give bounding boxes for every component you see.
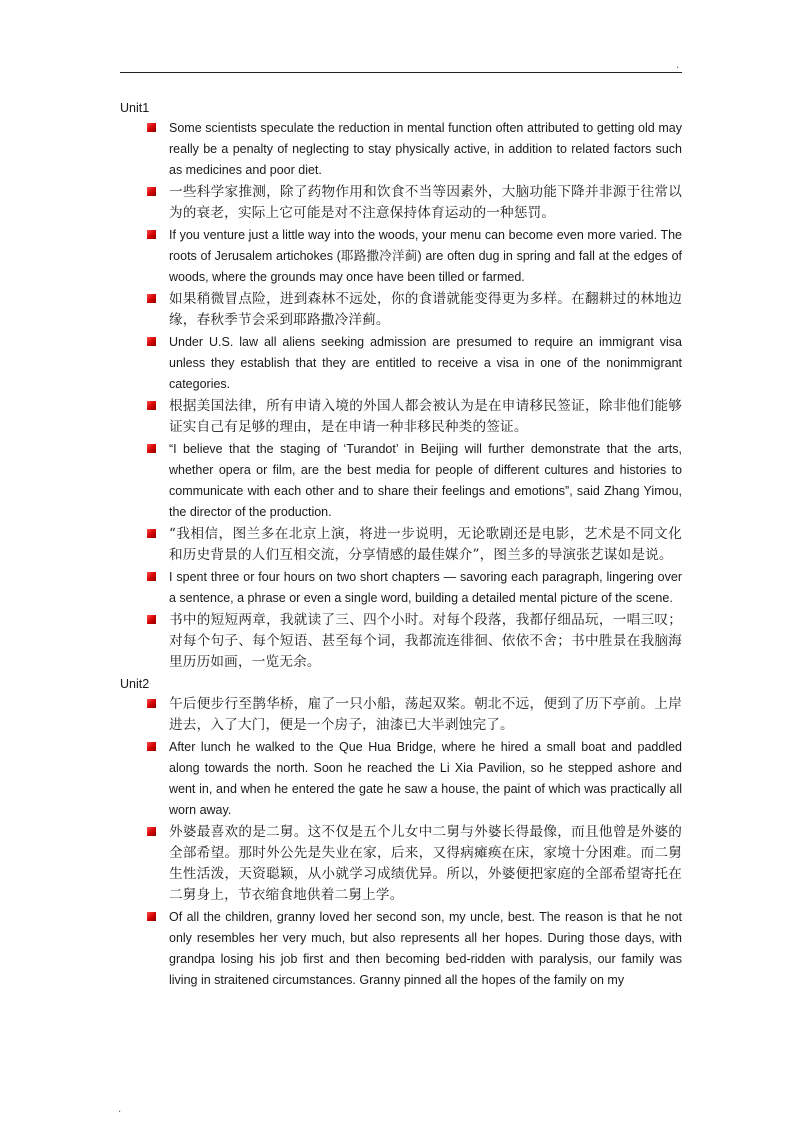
red-square-bullet-icon [147, 699, 156, 708]
list-item [120, 610, 682, 674]
list-item [120, 225, 682, 289]
sentence-chinese: 根据美国法律，所有申请入境的外国人都会被认为是在申请移民签证，除非他们能够证实自己有足够的理由，是在申请一种非移民种类的签证。 [169, 398, 682, 435]
list-item [120, 822, 682, 907]
red-square-bullet-icon [147, 742, 156, 751]
header-mark: . [676, 60, 680, 71]
sentence-chinese: 外婆最喜欢的是二舅。这不仅是五个儿女中二舅与外婆长得最像，而且他曾是外婆的全部希望。那时外公先是失业在家，后来，又得病瘫痪在床，家境十分困难。而二舅生性活泼，天资聪颖，从小就学习成绩优异。所以，外婆便把家庭的全部希望寄托在二舅身上，节衣缩食地供着二舅上学。 [169, 824, 682, 903]
red-square-bullet-icon [147, 529, 156, 538]
red-square-bullet-icon [147, 337, 156, 346]
red-square-bullet-icon [147, 827, 156, 836]
red-square-bullet-icon [147, 230, 156, 239]
sentence-english: Under U.S. law all aliens seeking admission are presumed to require an immigrant visa unless they establish that they are entitled to receive a visa in one of the nonimmigrant categories. [169, 335, 682, 391]
sentence-english: After lunch he walked to the Que Hua Bridge, where he hired a small boat and paddled along towards the north. Soon he reached the Li Xia Pavilion, so he stepped ashore and went in, and when he entered the gate he saw a house, the paint of which was practically all worn away. [169, 740, 682, 817]
list-item [120, 567, 682, 610]
sentence-chinese: 如果稍微冒点险，进到森林不远处，你的食谱就能变得更为多样。在翻耕过的林地边缘，春秋季节会采到耶路撒冷洋蓟。 [169, 291, 682, 328]
red-square-bullet-icon [147, 615, 156, 624]
red-square-bullet-icon [147, 572, 156, 581]
list-item [120, 332, 682, 396]
list-item [120, 694, 682, 737]
list-item [120, 118, 682, 182]
red-square-bullet-icon [147, 401, 156, 410]
unit-heading: Unit1 [120, 101, 150, 115]
sentence-chinese: 一些科学家推测，除了药物作用和饮食不当等因素外，大脑功能下降并非源于往常以为的衰老，实际上它可能是对不注意保持体育运动的一种惩罚。 [169, 184, 682, 221]
sentence-chinese: “我相信，图兰多在北京上演，将进一步说明，无论歌剧还是电影，艺术是不同文化和历史背景的人们互相交流，分享情感的最佳媒介”，图兰多的导演张艺谋如是说。 [169, 526, 682, 563]
sentence-english: I spent three or four hours on two short chapters — savoring each paragraph, lingering over a sentence, a phrase or even a single word, building a detailed mental picture of the scene. [169, 570, 682, 605]
sentence-chinese: 午后便步行至鹊华桥，雇了一只小船，荡起双桨。朝北不远，便到了历下亭前。上岸进去，入了大门，便是一个房子，油漆已大半剥蚀完了。 [169, 696, 682, 733]
red-square-bullet-icon [147, 912, 156, 921]
sentence-english: Of all the children, granny loved her second son, my uncle, best. The reason is that he not only resembles her very much, but also represents all her hopes. During those days, with grandpa losing his job first and then becoming bed-ridden with paralysis, our family was living in straitened circumstances. Granny pinned all the hopes of the family on my [169, 910, 682, 987]
red-square-bullet-icon [147, 444, 156, 453]
sentence-chinese: 书中的短短两章，我就读了三、四个小时。对每个段落，我都仔细品玩，一唱三叹；对每个句子、每个短语、甚至每个词，我都流连徘徊、依依不舍；书中胜景在我脑海里历历如画，一览无余。 [169, 612, 682, 670]
list-item [120, 396, 682, 439]
list-item [120, 439, 682, 524]
list-item [120, 182, 682, 225]
unit-heading: Unit2 [120, 677, 150, 691]
list-item [120, 289, 682, 332]
list-item [120, 524, 682, 567]
list-item [120, 737, 682, 822]
footer-mark: . [118, 1104, 122, 1115]
sentence-english: Some scientists speculate the reduction in mental function often attributed to getting old may really be a penalty of neglecting to stay physically active, in addition to related factors such as medicines and poor diet. [169, 121, 682, 177]
red-square-bullet-icon [147, 123, 156, 132]
document-body [120, 98, 682, 992]
sentence-english: “I believe that the staging of ‘Turandot’ in Beijing will further demonstrate that the arts, whether opera or film, are the best media for people of different cultures and histories to communicate with each other and to share their feelings and emotions”, said Zhang Yimou, the director of the production. [169, 442, 682, 519]
list-item [120, 907, 682, 992]
red-square-bullet-icon [147, 187, 156, 196]
sentence-english: If you venture just a little way into the woods, your menu can become even more varied. The roots of Jerusalem artichokes (耶路撒冷洋蓟) are often dug in spring and fall at the edges of woods, where the grounds may once have been tilled or farmed. [169, 228, 682, 284]
header-rule [120, 72, 682, 73]
red-square-bullet-icon [147, 294, 156, 303]
